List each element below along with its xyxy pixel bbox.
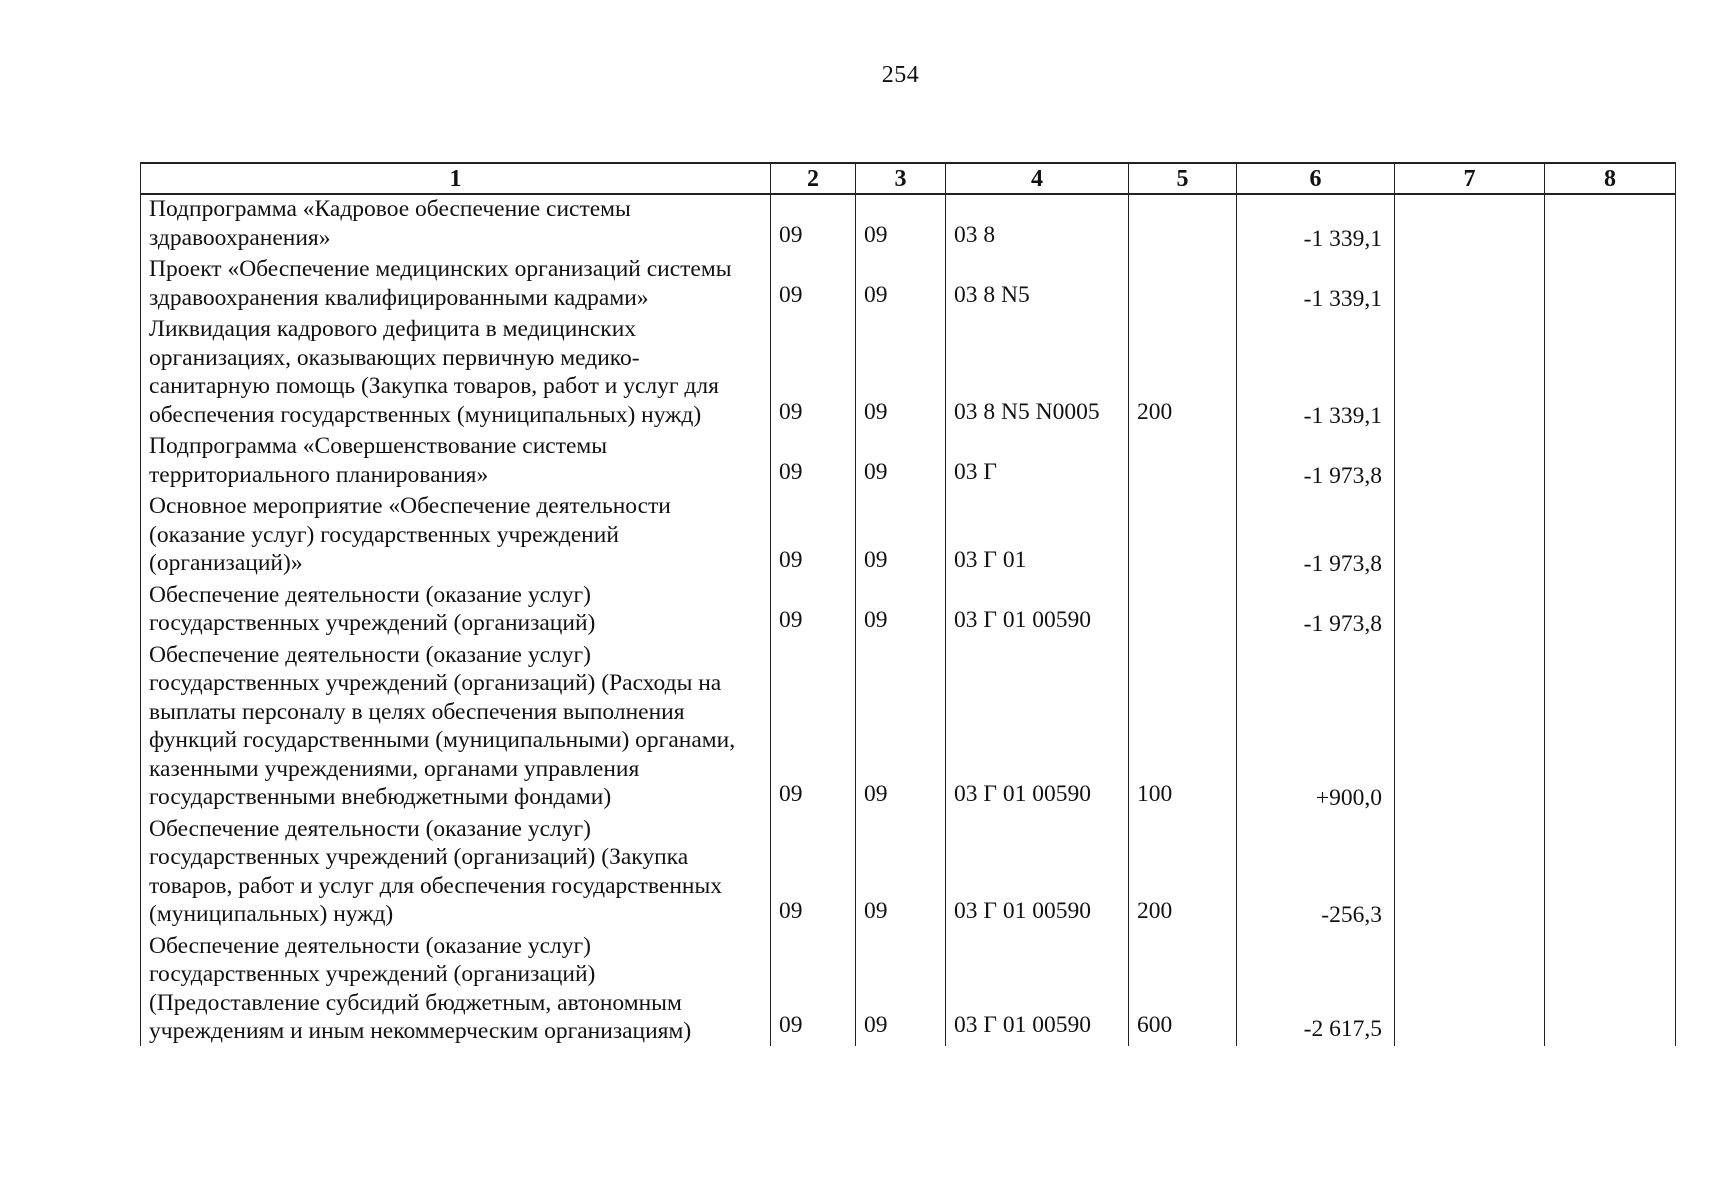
row-description: Основное мероприятие «Обеспечение деятельности (оказание услуг) государственных учреждений (организаций)»	[141, 492, 771, 581]
row-column-8	[1545, 255, 1676, 315]
column-header-1: 1	[141, 163, 771, 194]
row-column-8	[1545, 932, 1676, 1046]
row-column-8	[1545, 315, 1676, 432]
row-column-7	[1395, 932, 1545, 1046]
column-header-6: 6	[1237, 163, 1395, 194]
column-header-5: 5	[1129, 163, 1237, 194]
row-subsection-code: 09	[856, 194, 946, 255]
row-amount: -1 339,1	[1237, 255, 1395, 315]
row-column-8	[1545, 432, 1676, 492]
row-amount: -1 339,1	[1237, 194, 1395, 255]
table-row	[141, 581, 1676, 641]
row-column-8	[1545, 194, 1676, 255]
row-amount: -256,3	[1237, 815, 1395, 932]
table-body	[141, 194, 1676, 1046]
row-description: Обеспечение деятельности (оказание услуг) государственных учреждений (организаций) (Расходы на выплаты персоналу в целях обеспечения выполнения функций государственными (муниципальными) органами, казенными учреждениями, органами управления государственными внебюджетными фондами)	[141, 641, 771, 815]
row-expense-type-code	[1129, 581, 1237, 641]
column-header-2: 2	[771, 163, 856, 194]
row-description: Подпрограмма «Совершенствование системы территориального планирования»	[141, 432, 771, 492]
table-row	[141, 194, 1676, 255]
table-row	[141, 492, 1676, 581]
row-target-article-code: 03 8 N5	[946, 255, 1129, 315]
row-description: Обеспечение деятельности (оказание услуг) государственных учреждений (организаций)	[141, 581, 771, 641]
row-subsection-code: 09	[856, 932, 946, 1046]
row-target-article-code: 03 Г 01	[946, 492, 1129, 581]
row-column-7	[1395, 581, 1545, 641]
row-section-code: 09	[771, 432, 856, 492]
column-header-3: 3	[856, 163, 946, 194]
row-description: Обеспечение деятельности (оказание услуг) государственных учреждений (организаций) (Предоставление субсидий бюджетным, автономным учреждениям и иным некоммерческим организациям)	[141, 932, 771, 1046]
row-subsection-code: 09	[856, 255, 946, 315]
row-amount: -2 617,5	[1237, 932, 1395, 1046]
table-header-row	[141, 163, 1676, 194]
column-header-7: 7	[1395, 163, 1545, 194]
row-section-code: 09	[771, 932, 856, 1046]
row-column-8	[1545, 492, 1676, 581]
row-expense-type-code: 100	[1129, 641, 1237, 815]
row-target-article-code: 03 Г 01 00590	[946, 932, 1129, 1046]
table-row	[141, 432, 1676, 492]
row-target-article-code: 03 Г 01 00590	[946, 581, 1129, 641]
row-section-code: 09	[771, 194, 856, 255]
row-description: Обеспечение деятельности (оказание услуг) государственных учреждений (организаций) (Закупка товаров, работ и услуг для обеспечения государственных (муниципальных) нужд)	[141, 815, 771, 932]
row-column-7	[1395, 492, 1545, 581]
row-column-7	[1395, 641, 1545, 815]
row-column-7	[1395, 194, 1545, 255]
budget-table	[140, 162, 1676, 1046]
row-subsection-code: 09	[856, 581, 946, 641]
row-expense-type-code: 600	[1129, 932, 1237, 1046]
row-description: Проект «Обеспечение медицинских организаций системы здравоохранения квалифицированными кадрами»	[141, 255, 771, 315]
row-column-7	[1395, 815, 1545, 932]
row-target-article-code: 03 Г 01 00590	[946, 641, 1129, 815]
row-section-code: 09	[771, 315, 856, 432]
row-expense-type-code	[1129, 492, 1237, 581]
table-row	[141, 641, 1676, 815]
column-header-8: 8	[1545, 163, 1676, 194]
row-column-7	[1395, 315, 1545, 432]
row-section-code: 09	[771, 492, 856, 581]
row-target-article-code: 03 8	[946, 194, 1129, 255]
column-header-4: 4	[946, 163, 1129, 194]
row-section-code: 09	[771, 641, 856, 815]
table-row	[141, 815, 1676, 932]
row-target-article-code: 03 Г	[946, 432, 1129, 492]
row-expense-type-code	[1129, 194, 1237, 255]
table-row	[141, 255, 1676, 315]
page-number: 254	[881, 62, 920, 88]
row-amount: -1 339,1	[1237, 315, 1395, 432]
row-target-article-code: 03 Г 01 00590	[946, 815, 1129, 932]
row-expense-type-code: 200	[1129, 815, 1237, 932]
row-section-code: 09	[771, 255, 856, 315]
row-section-code: 09	[771, 581, 856, 641]
row-column-8	[1545, 581, 1676, 641]
row-subsection-code: 09	[856, 315, 946, 432]
row-amount: -1 973,8	[1237, 432, 1395, 492]
row-column-8	[1545, 641, 1676, 815]
row-amount: -1 973,8	[1237, 492, 1395, 581]
row-column-8	[1545, 815, 1676, 932]
row-subsection-code: 09	[856, 432, 946, 492]
row-expense-type-code: 200	[1129, 315, 1237, 432]
row-description: Ликвидация кадрового дефицита в медицинских организациях, оказывающих первичную медико-санитарную помощь (Закупка товаров, работ и услуг для обеспечения государственных (муниципальных) нужд)	[141, 315, 771, 432]
row-subsection-code: 09	[856, 815, 946, 932]
row-expense-type-code	[1129, 432, 1237, 492]
row-subsection-code: 09	[856, 492, 946, 581]
row-target-article-code: 03 8 N5 N0005	[946, 315, 1129, 432]
table-row	[141, 315, 1676, 432]
row-amount: -1 973,8	[1237, 581, 1395, 641]
row-column-7	[1395, 432, 1545, 492]
table-row	[141, 932, 1676, 1046]
row-column-7	[1395, 255, 1545, 315]
row-subsection-code: 09	[856, 641, 946, 815]
row-expense-type-code	[1129, 255, 1237, 315]
row-section-code: 09	[771, 815, 856, 932]
row-description: Подпрограмма «Кадровое обеспечение системы здравоохранения»	[141, 194, 771, 255]
row-amount: +900,0	[1237, 641, 1395, 815]
